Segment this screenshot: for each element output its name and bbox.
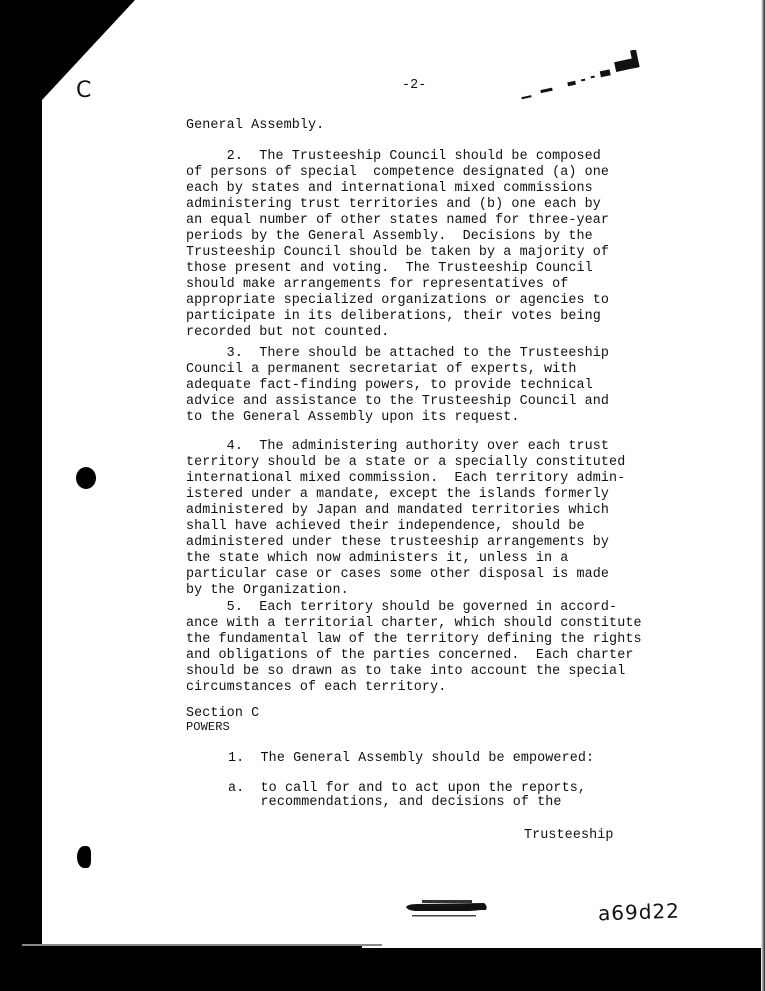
section-title: POWERS bbox=[186, 720, 230, 734]
paragraph-3-line: 3. There should be attached to the Trusteeship bbox=[186, 346, 610, 361]
paragraph-4-line: administered by Japan and mandated territories which bbox=[186, 503, 610, 518]
paragraph-2-line: an equal number of other states named for three-year bbox=[186, 213, 610, 228]
handwritten-reference-id: a69d22 bbox=[597, 898, 681, 926]
paragraph-2-line: should make arrangements for representatives of bbox=[186, 277, 569, 292]
text-line: General Assembly. bbox=[186, 118, 325, 133]
paragraph-4-line: by the Organization. bbox=[186, 583, 349, 598]
punch-hole-icon bbox=[77, 846, 91, 868]
powers-item-a-line: a. to call for and to act upon the reports, bbox=[228, 781, 586, 796]
paragraph-2-line: each by states and international mixed commissions bbox=[186, 181, 593, 196]
paragraph-2-line: appropriate specialized organizations or agencies to bbox=[186, 293, 610, 308]
paragraph-3-line: to the General Assembly upon its request. bbox=[186, 410, 520, 425]
faded-classification-stamp bbox=[478, 50, 678, 100]
paragraph-2-line: Trusteeship Council should be taken by a majority of bbox=[186, 245, 610, 260]
paragraph-2-line: participate in its deliberations, their votes being bbox=[186, 309, 601, 324]
section-heading: Section C bbox=[186, 706, 260, 721]
powers-item-a-line: recommendations, and decisions of the bbox=[228, 795, 562, 810]
paragraph-5-line: the fundamental law of the territory defining the rights bbox=[186, 632, 642, 647]
catchword: Trusteeship bbox=[524, 828, 614, 843]
powers-item-1: 1. The General Assembly should be empowered: bbox=[228, 751, 595, 766]
punch-hole-icon bbox=[76, 467, 96, 489]
paragraph-5-line: 5. Each territory should be governed in accord- bbox=[186, 600, 618, 615]
page-number: -2- bbox=[402, 78, 427, 93]
secret-stamp bbox=[404, 898, 488, 922]
paragraph-4-line: particular case or cases some other disposal is made bbox=[186, 567, 610, 582]
scan-border-bottom bbox=[22, 946, 362, 991]
paragraph-4-line: 4. The administering authority over each trust bbox=[186, 439, 610, 454]
paragraph-3-line: adequate fact-finding powers, to provide technical bbox=[186, 378, 593, 393]
paragraph-5-line: and obligations of the parties concerned. Each charter bbox=[186, 648, 634, 663]
paragraph-2-line: recorded but not counted. bbox=[186, 325, 390, 340]
margin-mark: C bbox=[76, 78, 92, 103]
paragraph-4-line: administered under these trusteeship arrangements by bbox=[186, 535, 610, 550]
paragraph-3-line: Council a permanent secretariat of experts, with bbox=[186, 362, 577, 377]
scan-border-right bbox=[761, 0, 765, 991]
paragraph-4-line: territory should be a state or a specially constituted bbox=[186, 455, 626, 470]
paragraph-4-line: international mixed commission. Each territory admin- bbox=[186, 471, 626, 486]
paragraph-5-line: circumstances of each territory. bbox=[186, 680, 447, 695]
paragraph-5-line: should be so drawn as to take into account the special bbox=[186, 664, 626, 679]
paragraph-2-line: those present and voting. The Trusteeship Council bbox=[186, 261, 593, 276]
paragraph-2-line: periods by the General Assembly. Decisions by the bbox=[186, 229, 593, 244]
paragraph-2-line: 2. The Trusteeship Council should be composed bbox=[186, 149, 601, 164]
scan-border-left bbox=[0, 0, 42, 991]
paragraph-4-line: shall have achieved their independence, should be bbox=[186, 519, 585, 534]
paragraph-2-line: administering trust territories and (b) one each by bbox=[186, 197, 601, 212]
paragraph-5-line: ance with a territorial charter, which should constitute bbox=[186, 616, 642, 631]
paragraph-4-line: the state which now administers it, unless in a bbox=[186, 551, 569, 566]
paragraph-3-line: advice and assistance to the Trusteeship Council and bbox=[186, 394, 610, 409]
paragraph-2-line: of persons of special competence designated (a) one bbox=[186, 165, 610, 180]
paragraph-4-line: istered under a mandate, except the islands formerly bbox=[186, 487, 610, 502]
